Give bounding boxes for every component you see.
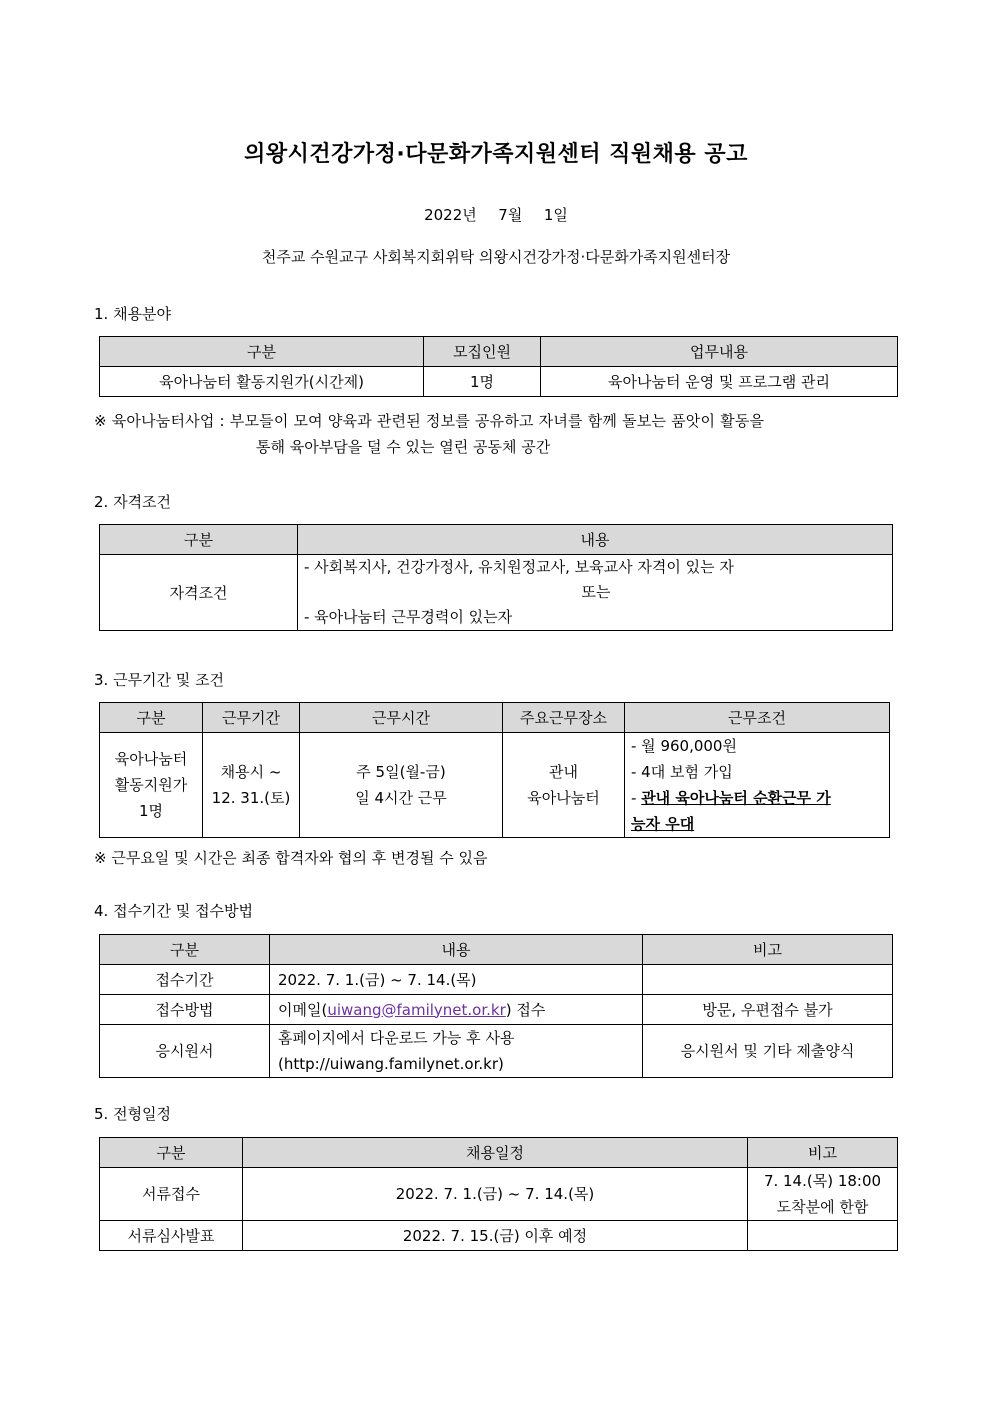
cell-headcount: 1명 [424, 367, 541, 397]
cell-document-remark [748, 1168, 898, 1221]
cell-document-label: 서류접수 [100, 1168, 243, 1221]
header-hours: 근무시간 [300, 703, 503, 733]
cell-position: 육아나눔터 활동지원가(시간제) [100, 367, 424, 397]
hours-line-1: 주 5일(월-금) [356, 763, 446, 781]
organization-name: 천주교 수원교구 사회복지회위탁 의왕시건강가정·다문화가족지원센터장 [261, 248, 731, 266]
header-schedule: 채용일정 [243, 1138, 748, 1168]
section-4-heading: 4. 접수기간 및 접수방법 [94, 902, 254, 920]
note-line-1: ※ 육아나눔터사업 : 부모들이 모여 양육과 관련된 정보를 공유하고 자녀를 함께 돌보는 품앗이 활동을 [94, 412, 765, 430]
location-line-1: 관내 [549, 763, 578, 781]
header-duties: 업무내용 [541, 337, 898, 367]
section-3-note: ※ 근무요일 및 시간은 최종 합격자와 협의 후 변경될 수 있음 [94, 849, 488, 867]
header-category: 구분 [100, 935, 270, 965]
header-period: 근무기간 [203, 703, 300, 733]
cell-document-schedule: 2022. 7. 1.(금) ~ 7. 14.(목) [243, 1168, 748, 1221]
schedule-table [99, 1137, 898, 1251]
category-line-1: 육아나눔터 [114, 750, 188, 768]
cell-period [203, 733, 300, 838]
remark-line-2: 도착분에 한함 [776, 1198, 869, 1216]
remark-line-1: 7. 14.(목) 18:00 [763, 1172, 882, 1190]
period-line-2: 12. 31.(토) [211, 789, 291, 807]
condition-salary: - 월 960,000원 [631, 737, 737, 755]
note-line-2: 통해 육아부담을 덜 수 있는 열린 공동체 공간 [256, 438, 551, 456]
header-content: 내용 [298, 525, 893, 555]
cell-period-label: 접수기간 [100, 965, 270, 995]
condition-preference-text-2: 능자 우대 [631, 815, 695, 833]
header-remarks: 비고 [643, 935, 893, 965]
form-homepage-url: (http://uiwang.familynet.or.kr) [278, 1055, 504, 1073]
period-line-1: 채용시 ~ [220, 763, 282, 781]
header-category: 구분 [100, 703, 203, 733]
cell-result-remark [748, 1221, 898, 1251]
hours-line-2: 일 4시간 근무 [355, 789, 447, 807]
condition-preference [631, 785, 885, 811]
header-conditions: 근무조건 [625, 703, 890, 733]
page-title: 의왕시건강가정·다문화가족지원센터 직원채용 공고 [244, 142, 748, 167]
cell-result-label: 서류심사발표 [100, 1221, 243, 1251]
cell-qualification-content [298, 555, 893, 631]
cell-method-value [270, 995, 643, 1025]
header-content: 내용 [270, 935, 643, 965]
category-line-2: 활동지원가 [114, 776, 188, 794]
form-line-1: 홈페이지에서 다운로드 가능 후 사용 [278, 1029, 515, 1047]
cell-qualification-label: 자격조건 [100, 555, 298, 631]
qualification-table [99, 524, 893, 631]
section-5-heading: 5. 전형일정 [94, 1105, 172, 1123]
cell-location [503, 733, 625, 838]
cell-category [100, 733, 203, 838]
application-table [99, 934, 893, 1078]
section-1-heading: 1. 채용분야 [94, 305, 172, 323]
cell-period-remark [643, 965, 893, 995]
qualification-line-3: - 육아나눔터 근무경력이 있는자 [304, 608, 513, 626]
qualification-line-2: 또는 [581, 583, 611, 601]
qualification-line-1: - 사회복지사, 건강가정사, 유치원정교사, 보육교사 자격이 있는 자 [304, 558, 734, 576]
header-location: 주요근무장소 [503, 703, 625, 733]
condition-insurance: - 4대 보험 가입 [631, 763, 733, 781]
recruitment-field-table [99, 336, 898, 397]
condition-preference-text: 관내 육아나눔터 순환근무 가 [641, 789, 831, 807]
header-category: 구분 [100, 1138, 243, 1168]
header-remarks: 비고 [748, 1138, 898, 1168]
work-conditions-table [99, 702, 890, 838]
cell-form-label: 응시원서 [100, 1025, 270, 1078]
announcement-date: 2022년 7월 1일 [424, 206, 568, 224]
location-line-2: 육아나눔터 [527, 789, 600, 807]
section-1-note [94, 408, 898, 460]
section-2-heading: 2. 자격조건 [94, 493, 172, 511]
header-category: 구분 [100, 337, 424, 367]
email-link[interactable]: uiwang@familynet.or.kr [327, 1000, 506, 1019]
method-suffix: ) 접수 [505, 1000, 546, 1019]
cell-period-value: 2022. 7. 1.(금) ~ 7. 14.(목) [270, 965, 643, 995]
category-line-3: 1명 [138, 802, 164, 820]
condition-prefix: - [631, 789, 642, 807]
method-prefix: 이메일( [278, 1000, 328, 1019]
header-category: 구분 [100, 525, 298, 555]
cell-duties: 육아나눔터 운영 및 프로그램 관리 [541, 367, 898, 397]
cell-form-remark: 응시원서 및 기타 제출양식 [643, 1025, 893, 1078]
section-3-heading: 3. 근무기간 및 조건 [94, 671, 225, 689]
cell-method-remark: 방문, 우편접수 불가 [643, 995, 893, 1025]
cell-conditions [625, 733, 890, 838]
cell-form-value [270, 1025, 643, 1078]
cell-method-label: 접수방법 [100, 995, 270, 1025]
cell-result-schedule: 2022. 7. 15.(금) 이후 예정 [243, 1221, 748, 1251]
cell-hours [300, 733, 503, 838]
header-headcount: 모집인원 [424, 337, 541, 367]
